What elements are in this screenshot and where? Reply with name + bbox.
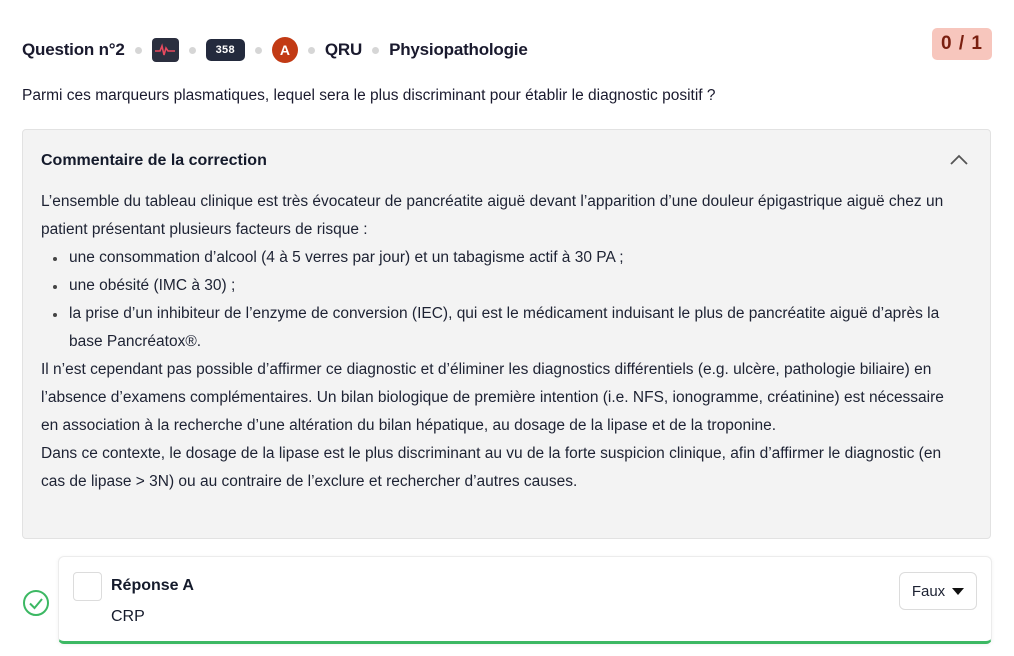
list-item: une consommation d’alcool (4 à 5 verres par jour) et un tabagisme actif à 30 PA ; (41, 244, 950, 272)
question-header (22, 34, 992, 66)
answer-row (0, 556, 1014, 656)
question-category: Physiopathologie (389, 40, 528, 59)
separator-dot (372, 47, 379, 54)
select-value: Faux (911, 582, 946, 600)
correction-panel (22, 129, 991, 539)
answer-checkbox[interactable] (73, 572, 102, 601)
answer-card (58, 556, 992, 644)
correction-intro: L’ensemble du tableau clinique est très évocateur de pancréatite aiguë devant l’apparition d’une douleur épigastrique aiguë chez un patient présentant plusieurs facteurs de risque : (41, 193, 944, 238)
separator-dot (308, 47, 315, 54)
separator-dot (255, 47, 262, 54)
question-text: Parmi ces marqueurs plasmatiques, lequel sera le plus discriminant pour établir le diagnostic positif ? (22, 87, 716, 104)
list-item: une obésité (IMC à 30) ; (41, 272, 950, 300)
question-type: QRU (324, 40, 363, 59)
separator-dot (189, 47, 196, 54)
score-badge: 0 / 1 (932, 28, 992, 60)
item-number-badge: 358 (206, 39, 245, 61)
check-circle-icon (22, 589, 50, 617)
correction-paragraph: Il n’est cependant pas possible d’affirmer ce diagnostic et d’éliminer les diagnostics différentiels (e.g. ulcère, pathologie biliaire) en l’absence d’examens complémentaires. Un bilan biologique de première intention (i.e. NFS, ionogramme, créatinine) est nécessaire en association à la recherche d’une altération du bilan hépatique, au dosage de la lipase et de la troponine. (41, 361, 944, 434)
correction-body (41, 188, 950, 496)
rank-badge: A (272, 37, 298, 63)
answer-text: CRP (111, 608, 145, 625)
list-item: la prise d’un inhibiteur de l’enzyme de conversion (IEC), qui est le médicament induisant le plus de pancréatite aiguë d’après la base Pancréatox®. (41, 300, 950, 356)
answer-label: Réponse A (111, 577, 194, 594)
correction-title: Commentaire de la correction (41, 152, 267, 169)
ecg-monitor-icon (152, 38, 179, 62)
separator-dot (135, 47, 142, 54)
true-false-select[interactable] (899, 572, 977, 610)
question-title: Question n°2 (22, 40, 125, 59)
chevron-up-icon[interactable] (948, 152, 970, 168)
caret-down-icon (952, 588, 964, 595)
correction-paragraph: Dans ce contexte, le dosage de la lipase est le plus discriminant au vu de la forte suspicion clinique, afin d’affirmer le diagnostic (en cas de lipase > 3N) ou au contraire de l’exclure et rechercher d’autres causes. (41, 445, 942, 490)
risk-factor-list (41, 244, 950, 356)
